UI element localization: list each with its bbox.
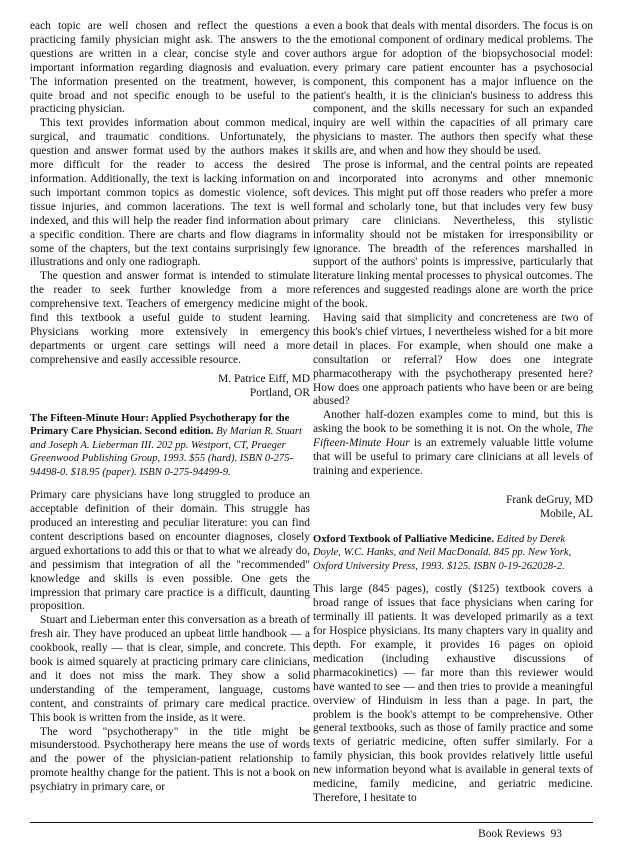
reviewer-signature-2 bbox=[313, 493, 593, 521]
page-number: 93 bbox=[550, 828, 562, 840]
paragraph-text: Another half-dozen examples come to mind, but this is asking the book to be something it is not. On the whole, bbox=[313, 409, 593, 436]
book-citation: Edited by Derek Doyle, W.C. Hanks, and Neil MacDonald. 845 pp. New York, Oxford University Press, 1993. $125. ISBN 0-19-262028-2. bbox=[313, 533, 572, 572]
reviewer-name: M. Patrice Eiff, MD bbox=[218, 372, 310, 385]
book-citation: By Marian R. Stuart and Joseph A. Lieberman III. 202 pp. Westport, CT, Praeger Greenwood Publishing Group, 1993. $55 (hard). ISBN 0-275-94498-0. $18.95 (paper). ISBN 0-275-94499-9. bbox=[30, 426, 302, 478]
right-paragraph-5: This large (845 pages), costly ($125) textbook covers a broad range of issues that face physicians when caring for terminally ill patients. It was developed primarily as a text for Hospice physicians. Its many chapters vary in quality and depth. For example, it provides 16 pages on opioid medication (including exhaustive discussions of pharmacokinetics) — far more than this reviewer would have wanted to see — and then tries to provide a meaningful overview of Hinduism in less than a page. In part, the problem is the book's attempt to be comprehensive. Other general textbooks, such as those of family practice and some texts of geriatric medicine, often suffer similarly. For a family physician, this book provides relatively little useful new information beyond what is available in general texts of medicine, family medicine, and geriatric medicine. Therefore, I hesitate to bbox=[313, 583, 593, 804]
left-paragraph-5: Stuart and Lieberman enter this conversation as a breath of fresh air. They have produced an upbeat little handbook — a cookbook, really — that is clear, simple, and concrete. This book is aimed squarely at practicing primary care clinicians, and it does not miss the mark. They show a solid understanding of the temperament, language, customs content, and constraints of primary care medical practice. This book is written from the inside, as it were. bbox=[30, 614, 310, 724]
left-column bbox=[30, 20, 310, 795]
left-paragraph-3: The question and answer format is intended to stimulate the reader to seek further knowledge from a more comprehensive text. Teachers of emergency medicine might find this textbook a useful guide to student learning. Physicians working more extensively in emergency departments or urgent care settings will need a more comprehensive and easily accessible resource. bbox=[30, 270, 310, 366]
page-footer bbox=[478, 828, 562, 840]
running-head: Book Reviews bbox=[478, 828, 545, 840]
reviewer-signature-1 bbox=[30, 372, 310, 400]
left-paragraph-1: each topic are well chosen and reflect the questions a practicing family physician might ask. The answers to the questions are written in a clear, concise style and cover important information regarding diagnosis and evaluation. The information presented on the treatment, however, is quite broad and not specific enough to be useful to the practicing physician. bbox=[30, 20, 310, 116]
right-column bbox=[313, 20, 593, 806]
reviewer-location: Mobile, AL bbox=[539, 507, 593, 520]
left-paragraph-2: This text provides information about common medical, surgical, and traumatic conditions. Unfortunately, the question and answer format used by the authors makes it more difficult for the reader to access the desired information. Additionally, the text is lacking information on such important common topics as domestic violence, soft tissue injuries, and common lacerations. The text is well indexed, and this will help the reader find information about a specific condition. There are charts and flow diagrams in some of the chapters, but the text contains surprisingly few illustrations and only one radiograph. bbox=[30, 117, 310, 269]
book-title-italic: The Fifteen-Minute Hour bbox=[313, 423, 593, 450]
right-paragraph-2: The prose is informal, and the central points are repeated and incorporated into acronyms and other mnemonic devices. This might put off those readers who prefer a more formal and scholarly tone, but that includes very few busy primary care clinicians. Nevertheless, this stylistic informality should not be mistaken for irresponsibility or ignorance. The breadth of the references marshalled in support of the authors' points is impressive, particularly that literature linking mental processes to physical outcomes. The references and suggested readings alone are worth the price of the book. bbox=[313, 159, 593, 311]
review-heading-3 bbox=[313, 533, 593, 574]
book-title: Oxford Textbook of Palliative Medicine. bbox=[313, 533, 494, 545]
reviewer-name: Frank deGruy, MD bbox=[506, 493, 593, 506]
left-paragraph-6: The word "psychotherapy" in the title might be misunderstood. Psychotherapy here means the use of words and the power of the physician-patient relationship to promote healthy change for the patient. This is not a book on psychiatry in primary care, or bbox=[30, 725, 310, 794]
right-paragraph-4 bbox=[313, 409, 593, 479]
paragraph-text: is an extremely valuable little volume that will be useful to primary care clinicians at all levels of training and experience. bbox=[313, 437, 593, 477]
reviewer-location: Portland, OR bbox=[249, 386, 310, 399]
review-heading-2 bbox=[30, 412, 310, 480]
left-paragraph-4: Primary care physicians have long struggled to produce an acceptable definition of their domain. This struggle has produced an interesting and peculiar literature: you can find content descriptions based on encounter diagnoses, closely argued exhortations to add this or that to what we already do, and pessimism that integration of all the "recommended" knowledge and skills is even possible. One gets the impression that primary care practice is a difficult, daunting proposition. bbox=[30, 489, 310, 613]
right-paragraph-3: Having said that simplicity and concreteness are two of this book's chief virtues, I nevertheless wished for a bit more detail in places. For example, when should one make a consultation or referral? How does one integrate pharmacotherapy with the psychotherapy presented here? How does one approach patients who have been or are being abused? bbox=[313, 312, 593, 408]
right-paragraph-1: even a book that deals with mental disorders. The focus is on the emotional component of ordinary medical problems. The authors argue for adoption of the biopsychosocial model: every primary care patient encounter has a psychosocial component, this component has a major influence on the patient's health, it is the clinician's business to address this component, and the skills necessary for such an expanded inquiry are well within the capacities of all primary care physicians to master. The authors then specify what these skills are, and when and how they should be used. bbox=[313, 20, 593, 158]
footer-rule bbox=[30, 822, 593, 823]
book-title: The Fifteen-Minute Hour: Applied Psychotherapy for the Primary Care Physician. Second edition. bbox=[30, 412, 290, 438]
